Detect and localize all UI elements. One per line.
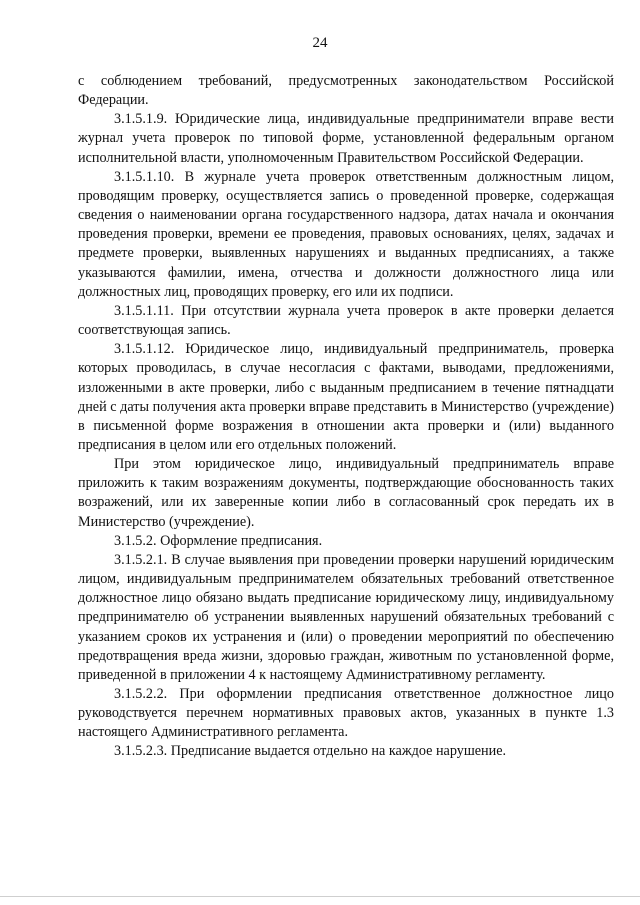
document-body <box>78 72 614 762</box>
paragraph-objections-attachments: При этом юридическое лицо, индивидуальный предприниматель вправе приложить к таким возражениям документы, подтверждающие обоснованность таких возражений, или их заверенные копии либо в согласованный срок передать их в Министерство (учреждение). <box>78 456 614 530</box>
paragraph-3-1-5-1-12: 3.1.5.1.12. Юридическое лицо, индивидуальный предприниматель, проверка которых проводилась, в случае несогласия с фактами, выводами, предложениями, изложенными в акте проверки, либо с выданным предписанием в течение пятнадцати дней с даты получения акта проверки вправе представить в Министерство (учреждение) в письменной форме возражения в отношении акта проверки и (или) выданного предписания в целом или его отдельных положений. <box>78 341 614 453</box>
paragraph-3-1-5-2-3: 3.1.5.2.3. Предписание выдается отдельно на каждое нарушение. <box>114 743 507 760</box>
paragraph-3-1-5-2-1: 3.1.5.2.1. В случае выявления при проведении проверки нарушений юридическим лицом, индивидуальным предпринимателем обязательных требований ответственное должностное лицо обязано выдать предписание юридическому лицу, индивидуальному предпринимателю об устранении выявленных нарушений обязательных требований с указанием сроков их устранения и (или) о проведении мероприятий по обеспечению предотвращения вреда жизни, здоровью граждан, животным по установленной форме, приведенной в приложении 4 к настоящему Административному регламенту. <box>78 551 614 683</box>
paragraph-3-1-5-2: 3.1.5.2. Оформление предписания. <box>114 532 323 549</box>
paragraph-continuation: с соблюдением требований, предусмотренных законодательством Российской Федерации. <box>78 73 614 109</box>
paragraph-3-1-5-2-2: 3.1.5.2.2. При оформлении предписания ответственное должностное лицо руководствуется перечнем нормативных правовых актов, указанных в пункте 1.3 настоящего Административного регламента. <box>78 686 614 741</box>
paragraph-3-1-5-1-11: 3.1.5.1.11. При отсутствии журнала учета проверок в акте проверки делается соответствующая запись. <box>78 302 614 339</box>
paragraph-3-1-5-1-9: 3.1.5.1.9. Юридические лица, индивидуальные предприниматели вправе вести журнал учета проверок по типовой форме, установленной федеральным органом исполнительной власти, уполномоченным Правительством Российской Федерации. <box>78 111 614 166</box>
page-number: 24 <box>312 35 328 51</box>
scan-bottom-edge <box>0 896 640 897</box>
paragraph-3-1-5-1-10: 3.1.5.1.10. В журнале учета проверок ответственным должностным лицом, проводящим проверку, осуществляется запись о проведенной проверке, содержащая сведения о наименовании органа государственного надзора, датах начала и окончания проведения проверки, времени ее проведения, правовых основаниях, целях, задачах и предмете проверки, выявленных нарушениях и выданных предписаниях, а также указываются фамилии, имена, отчества и должности должностного лица или должностных лиц, проводящих проверку, его или их подписи. <box>78 168 614 300</box>
